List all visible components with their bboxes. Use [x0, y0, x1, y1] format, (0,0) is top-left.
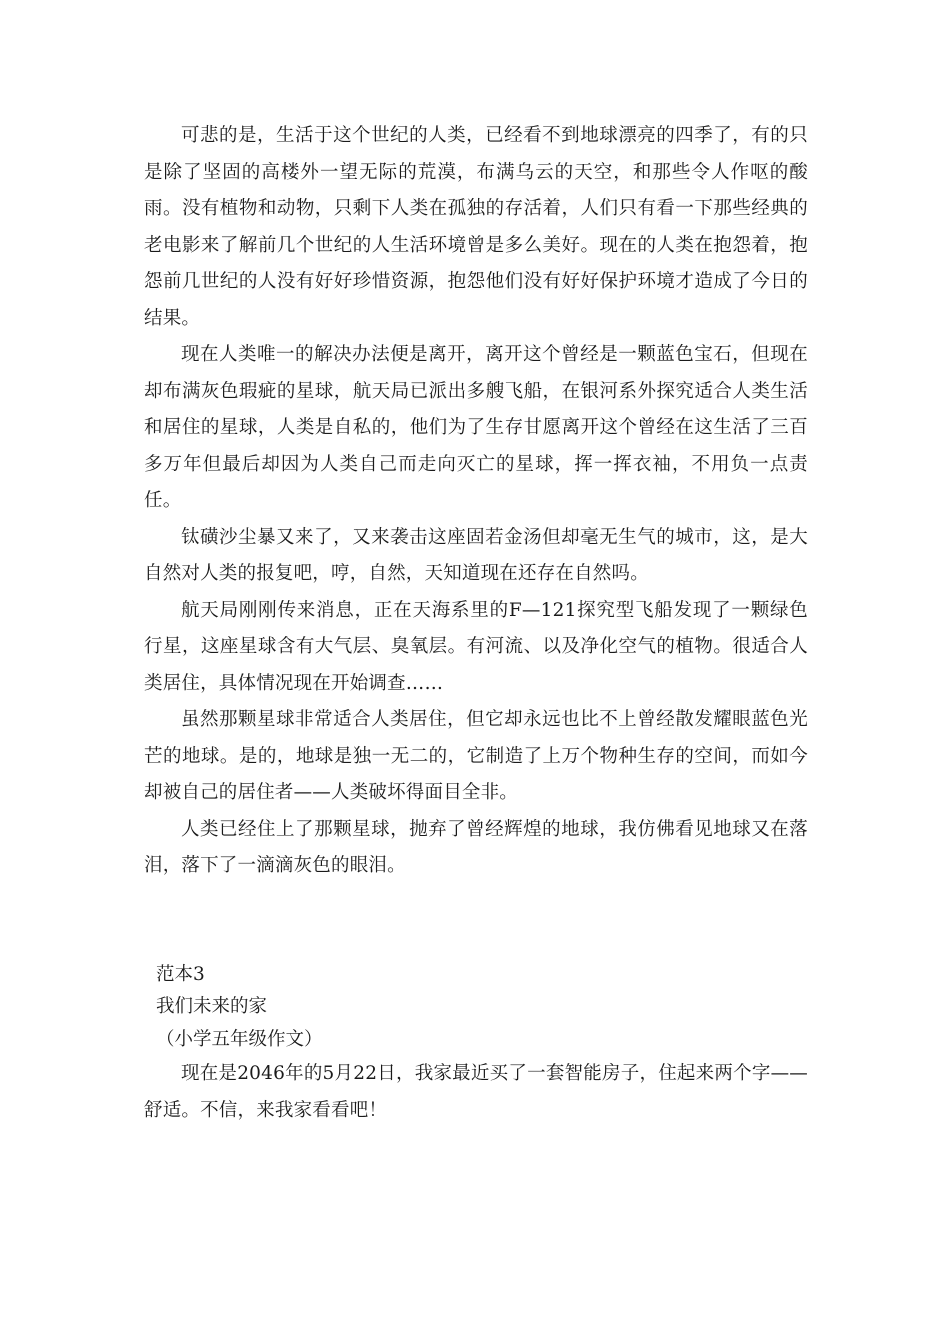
essay-paragraph: 虽然那颗星球非常适合人类居住，但它却永远也比不上曾经散发耀眼蓝色光芒的地球。是的，地球是独一无二的，它制造了上万个物种生存的空间，而如今却被自己的居住者——人类破坏得面目全非。 [144, 709, 808, 803]
section-spacer [144, 885, 808, 959]
essay-paragraph: 航天局刚刚传来消息，正在天海系里的F—121探究型飞船发现了一颗绿色行星，这座星球含有大气层、臭氧层。有河流、以及净化空气的植物。很适合人类居住，具体情况现在开始调查…… [144, 599, 808, 694]
essay-paragraph: 现在人类唯一的解决办法便是离开，离开这个曾经是一颗蓝色宝石，但现在却布满灰色瑕疵的星球，航天局已派出多艘飞船，在银河系外探究适合人类生活和居住的星球，人类是自私的，他们为了生存甘愿离开这个曾经在这生活了三百多万年但最后却因为人类自己而走向灭亡的星球，挥一挥衣袖，不用负一点责任。 [144, 344, 808, 511]
document-page [144, 118, 808, 1129]
essay-title: 我们未来的家 [156, 996, 268, 1017]
essay-paragraph: 可悲的是，生活于这个世纪的人类，已经看不到地球漂亮的四季了，有的只是除了坚固的高楼外一望无际的荒漠，布满乌云的天空，和那些令人作呕的酸雨。没有植物和动物，只剩下人类在孤独的存活着，人们只有看一下那些经典的老电影来了解前几个世纪的人生活环境曾是多么美好。现在的人类在抱怨着，抱怨前几世纪的人没有好好珍惜资源，抱怨他们没有好好保护环境才造成了今日的结果。 [144, 125, 808, 329]
essay-paragraph: 钛磺沙尘暴又来了，又来袭击这座固若金汤但却毫无生气的城市，这，是大自然对人类的报复吧，哼，自然，天知道现在还存在自然吗。 [144, 526, 808, 584]
essay-paragraph: 人类已经住上了那颗星球，抛弃了曾经辉煌的地球，我仿佛看见地球又在落泪，落下了一滴滴灰色的眼泪。 [144, 818, 808, 876]
sample-label: 范本3 [156, 963, 205, 985]
essay-paragraph: 现在是2046年的5月22日，我家最近买了一套智能房子，住起来两个字——舒适。不信，来我家看看吧！ [144, 1063, 808, 1121]
grade-note: （小学五年级作文） [156, 1028, 323, 1050]
